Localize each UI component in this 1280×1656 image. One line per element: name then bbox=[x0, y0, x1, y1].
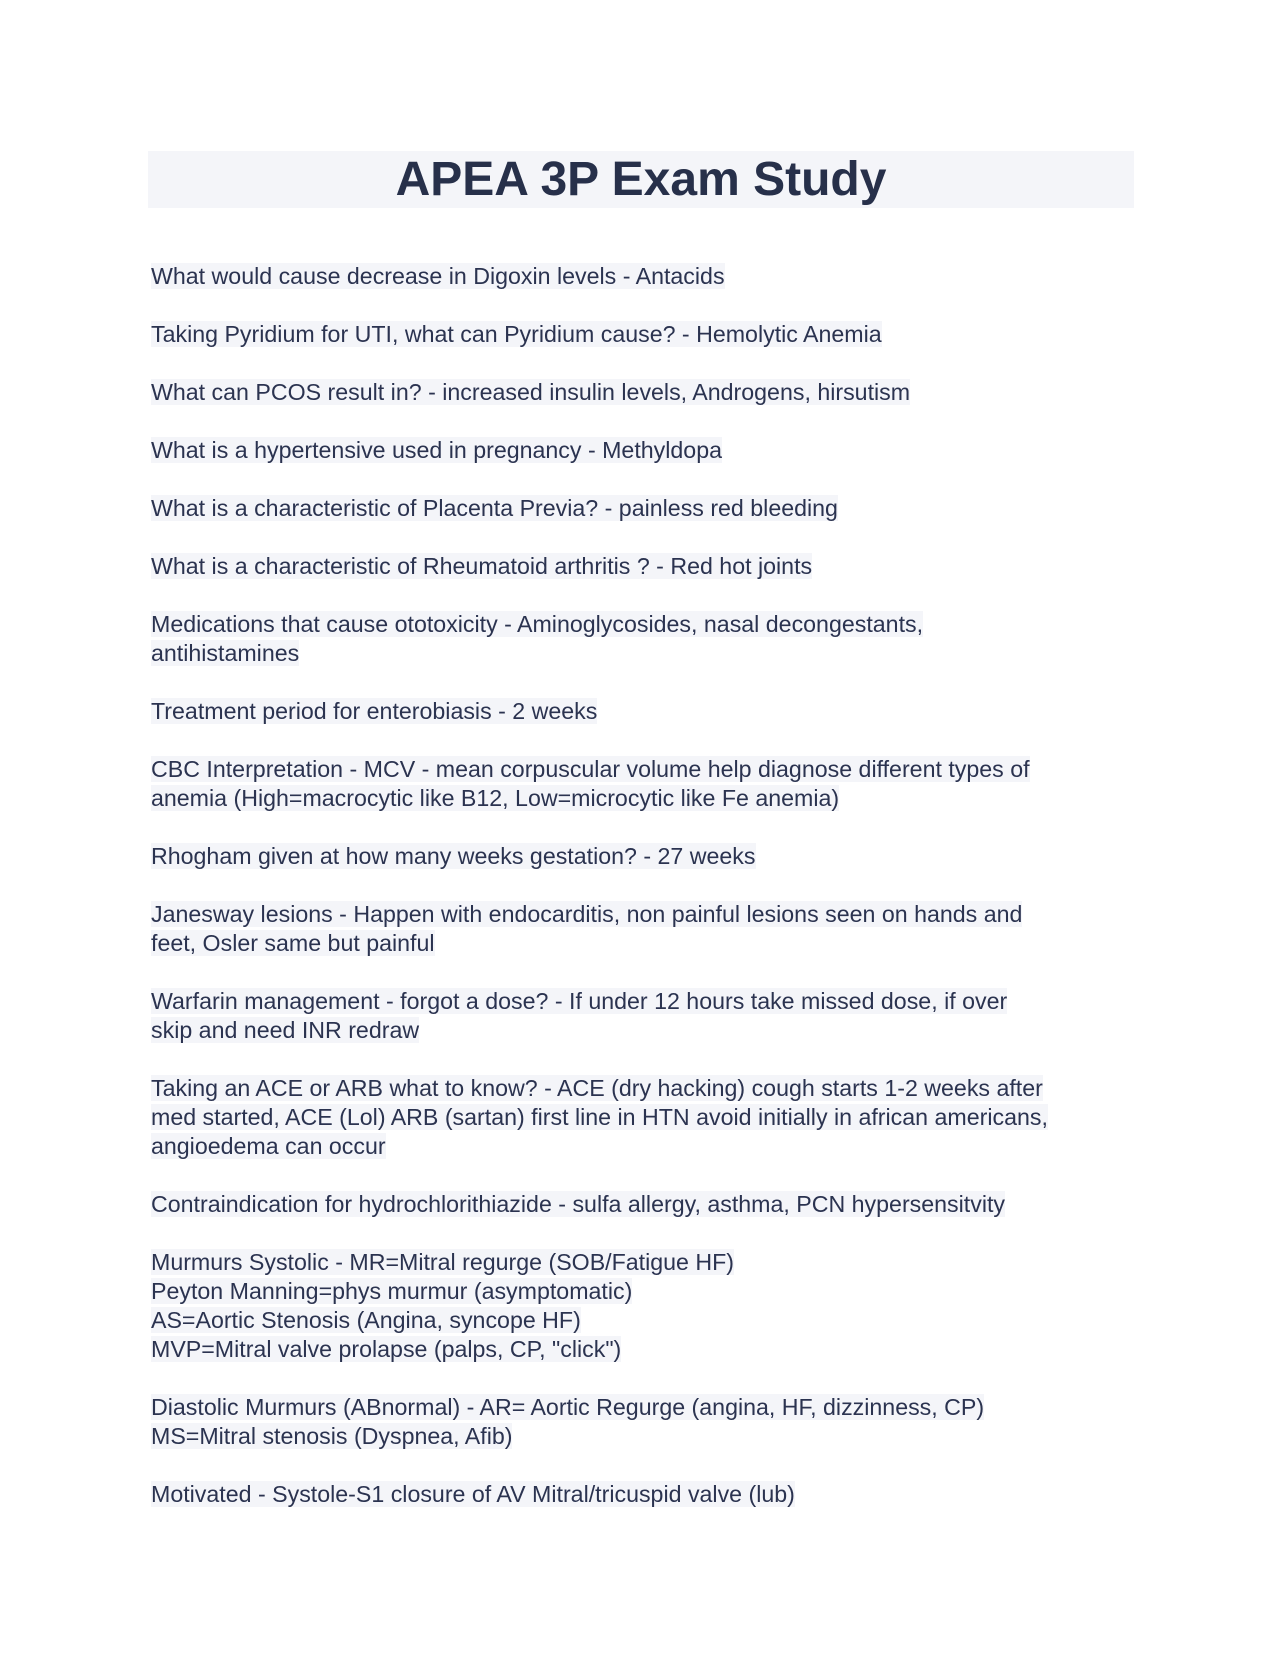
qa-item bbox=[151, 755, 1131, 813]
qa-item bbox=[151, 494, 1131, 523]
qa-line-text: What can PCOS result in? - increased insulin levels, Androgens, hirsutism bbox=[151, 379, 911, 405]
qa-line-text: What is a characteristic of Rheumatoid arthritis ? - Red hot joints bbox=[151, 553, 813, 579]
qa-item bbox=[151, 436, 1131, 465]
qa-item bbox=[151, 987, 1131, 1045]
qa-line bbox=[151, 1393, 1131, 1422]
qa-line bbox=[151, 378, 1131, 407]
qa-line bbox=[151, 552, 1131, 581]
qa-line bbox=[151, 900, 1131, 929]
qa-line bbox=[151, 1103, 1131, 1132]
qa-line-text: anemia (High=macrocytic like B12, Low=microcytic like Fe anemia) bbox=[151, 785, 840, 811]
qa-line-text: Peyton Manning=phys murmur (asymptomatic) bbox=[151, 1278, 633, 1304]
qa-line bbox=[151, 1132, 1131, 1161]
qa-line-text: Taking Pyridium for UTI, what can Pyridium cause? - Hemolytic Anemia bbox=[151, 321, 882, 347]
qa-line-text: Janesway lesions - Happen with endocarditis, non painful lesions seen on hands and bbox=[151, 901, 1023, 927]
qa-item bbox=[151, 1480, 1131, 1509]
qa-line bbox=[151, 494, 1131, 523]
qa-line bbox=[151, 320, 1131, 349]
qa-line-text: AS=Aortic Stenosis (Angina, syncope HF) bbox=[151, 1307, 581, 1333]
qa-line-text: Warfarin management - forgot a dose? - If under 12 hours take missed dose, if over bbox=[151, 988, 1008, 1014]
qa-item bbox=[151, 262, 1131, 291]
qa-line-text: What would cause decrease in Digoxin levels - Antacids bbox=[151, 263, 725, 289]
qa-item bbox=[151, 552, 1131, 581]
qa-line-text: Medications that cause ototoxicity - Aminoglycosides, nasal decongestants, bbox=[151, 611, 924, 637]
qa-line bbox=[151, 639, 1131, 668]
qa-line-text: Taking an ACE or ARB what to know? - ACE (dry hacking) cough starts 1-2 weeks after bbox=[151, 1075, 1043, 1101]
qa-line bbox=[151, 697, 1131, 726]
qa-item bbox=[151, 320, 1131, 349]
qa-line-text: What is a characteristic of Placenta Previa? - painless red bleeding bbox=[151, 495, 838, 521]
qa-item bbox=[151, 900, 1131, 958]
qa-line-text: Treatment period for enterobiasis - 2 weeks bbox=[151, 698, 598, 724]
qa-line bbox=[151, 1306, 1131, 1335]
qa-item bbox=[151, 610, 1131, 668]
qa-line-text: Rhogham given at how many weeks gestation? - 27 weeks bbox=[151, 843, 756, 869]
qa-line bbox=[151, 1016, 1131, 1045]
qa-item bbox=[151, 842, 1131, 871]
qa-line bbox=[151, 929, 1131, 958]
qa-line-text: Diastolic Murmurs (ABnormal) - AR= Aortic Regurge (angina, HF, dizzinness, CP) bbox=[151, 1394, 985, 1420]
qa-item bbox=[151, 1393, 1131, 1451]
qa-line-text: Contraindication for hydrochlorithiazide - sulfa allergy, asthma, PCN hypersensitvity bbox=[151, 1191, 1006, 1217]
qa-line-text: skip and need INR redraw bbox=[151, 1017, 420, 1043]
qa-line bbox=[151, 1190, 1131, 1219]
qa-line-text: Motivated - Systole-S1 closure of AV Mitral/tricuspid valve (lub) bbox=[151, 1481, 795, 1507]
qa-line bbox=[151, 610, 1131, 639]
qa-item bbox=[151, 1248, 1131, 1364]
page-title: APEA 3P Exam Study bbox=[395, 153, 887, 206]
qa-line bbox=[151, 784, 1131, 813]
qa-item bbox=[151, 697, 1131, 726]
qa-line bbox=[151, 1074, 1131, 1103]
qa-item bbox=[151, 1074, 1131, 1161]
qa-item bbox=[151, 1190, 1131, 1219]
qa-line bbox=[151, 1248, 1131, 1277]
qa-line bbox=[151, 262, 1131, 291]
qa-line-text: MS=Mitral stenosis (Dyspnea, Afib) bbox=[151, 1423, 513, 1449]
qa-line bbox=[151, 1422, 1131, 1451]
qa-line-text: MVP=Mitral valve prolapse (palps, CP, "click") bbox=[151, 1336, 622, 1362]
qa-line-text: feet, Osler same but painful bbox=[151, 930, 435, 956]
qa-line bbox=[151, 1277, 1131, 1306]
qa-line bbox=[151, 436, 1131, 465]
qa-line-text: med started, ACE (Lol) ARB (sartan) first line in HTN avoid initially in african americans, bbox=[151, 1104, 1048, 1130]
qa-line bbox=[151, 1335, 1131, 1364]
qa-line bbox=[151, 1480, 1131, 1509]
qa-line-text: What is a hypertensive used in pregnancy - Methyldopa bbox=[151, 437, 722, 463]
qa-line bbox=[151, 755, 1131, 784]
qa-line-text: antihistamines bbox=[151, 640, 300, 666]
qa-line bbox=[151, 842, 1131, 871]
qa-line-text: CBC Interpretation - MCV - mean corpuscular volume help diagnose different types of bbox=[151, 756, 1030, 782]
qa-line bbox=[151, 987, 1131, 1016]
qa-line-text: Murmurs Systolic - MR=Mitral regurge (SOB/Fatigue HF) bbox=[151, 1249, 735, 1275]
qa-line-text: angioedema can occur bbox=[151, 1133, 386, 1159]
qa-item bbox=[151, 378, 1131, 407]
